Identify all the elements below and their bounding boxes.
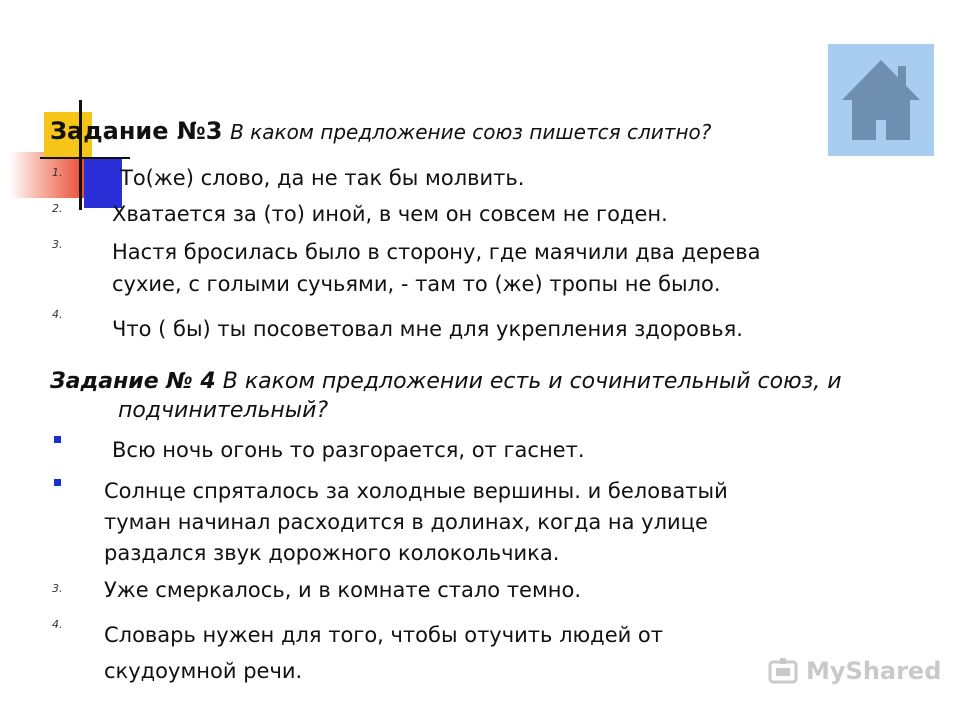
task4-item2-text-line3: раздался звук дорожного колокольчика. [104,541,560,565]
task3-item1-text: То(же) слово, да не так бы молвить. [120,166,525,190]
home-icon [828,44,934,156]
task4-title [50,367,842,397]
home-button[interactable] [828,44,934,156]
task4-item4-text-line1: Словарь нужен для того, чтобы отучить людей от [104,623,664,647]
task3-item4-text: Что ( бы) ты посоветовал мне для укрепления здоровья. [112,317,743,341]
task3-item2-number: 2. [52,202,63,215]
task4-item2-bullet [54,479,61,486]
task4-item2-text-line1: Солнце спряталось за холодные вершины. и беловатый [104,479,728,503]
task4-item2-text-line2: туман начинал расходится в долинах, когда на улице [104,510,708,534]
task3-item3-text-line1: Настя бросилась было в сторону, где маячили два дерева [112,240,761,264]
myshared-logo-icon [768,656,802,686]
task4-question-line1: В каком предложении есть и сочинительный союз, и [222,369,842,394]
task4-item4-number: 4. [52,618,63,631]
task3-question: В каком предложение союз пишется слитно? [230,120,712,144]
task3-item2-text: Хватается за (то) иной, в чем он совсем не годен. [112,202,668,226]
task3-item4-number: 4. [52,308,63,321]
task3-item3-text-line2: сухие, с голыми сучьями, - там то (же) тропы не было. [112,272,721,296]
task3-title [50,116,711,147]
decor-horizontal-line [40,157,130,159]
task4-heading: Задание № 4 [50,369,216,394]
watermark-text: MyShared [806,657,942,685]
task4-item1-bullet [54,436,61,443]
task4-item4-text-line2: скудоумной речи. [104,659,303,683]
task4-item3-number: 3. [52,582,63,595]
task4-question-line2: подчинительный? [118,398,329,423]
task4-item1-text: Всю ночь огонь то разгорается, от гаснет. [112,438,585,462]
myshared-watermark [768,656,941,686]
task3-item1-number: 1. [52,166,63,179]
task3-item3-number: 3. [52,238,63,251]
task4-question-line2-wrap [118,396,328,426]
task3-heading: Задание №3 [50,117,223,145]
task4-item3-text: Уже смеркалось, и в комнате стало темно. [104,578,582,602]
